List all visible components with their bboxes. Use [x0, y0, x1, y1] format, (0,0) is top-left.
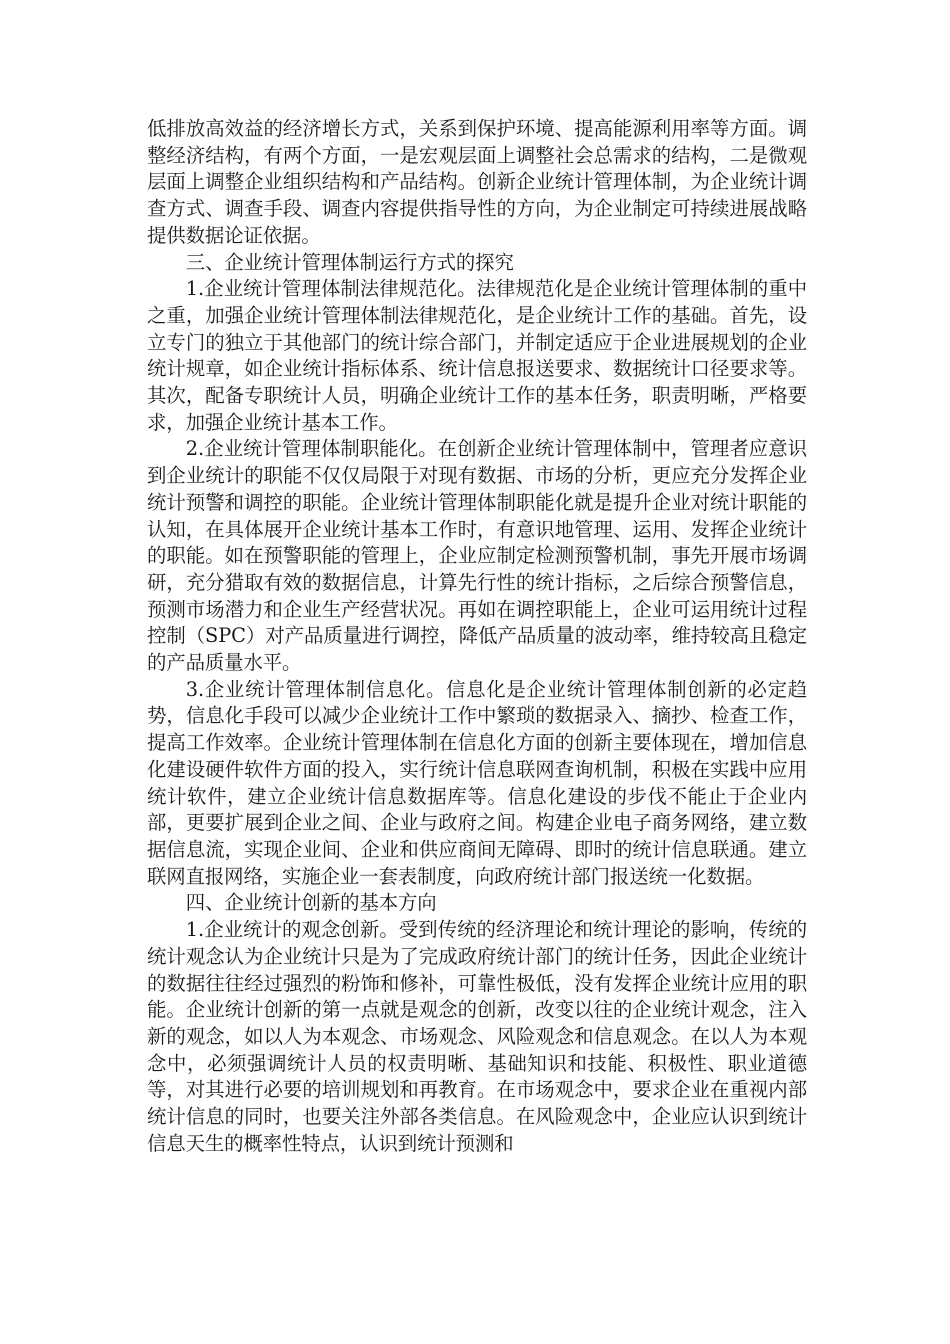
paragraph-intro: 低排放高效益的经济增长方式，关系到保护环境、提高能源利用率等方面。调整经济结构，有两个方面，一是宏观层面上调整社会总需求的结构，二是微观层面上调整企业组织结构和产品结构。创新企业统计管理体制，为企业统计调查方式、调查手段、调查内容提供指导性的方向，为企业制定可持续进展战略提供数据论证依据。: [147, 117, 807, 247]
document-page: [147, 116, 807, 1157]
section-heading-4: 四、企业统计创新的基本方向: [185, 891, 437, 915]
paragraph-legal-standardization: 1.企业统计管理体制法律规范化。法律规范化是企业统计管理体制的重中之重，加强企业统计管理体制法律规范化，是企业统计工作的基础。首先，设立专门的独立于其他部门的统计综合部门，并制定适应于企业进展规划的企业统计规章，如企业统计指标体系、统计信息报送要求、数据统计口径要求等。其次，配备专职统计人员，明确企业统计工作的基本任务，职责明晰，严格要求，加强企业统计基本工作。: [147, 277, 807, 434]
section-heading-3: 三、企业统计管理体制运行方式的探究: [185, 250, 514, 274]
paragraph-concept-innovation: 1.企业统计的观念创新。受到传统的经济理论和统计理论的影响，传统的统计观念认为企业统计只是为了完成政府统计部门的统计任务，因此企业统计的数据往往经过强烈的粉饰和修补，可靠性极低，没有发挥企业统计应用的职能。企业统计创新的第一点就是观念的创新，改变以往的企业统计观念，注入新的观念，如以人为本观念、市场观念、风险观念和信息观念。在以人为本观念中，必须强调统计人员的权责明晰、基础知识和技能、积极性、职业道德等，对其进行必要的培训规划和再教育。在市场观念中，要求企业在重视内部统计信息的同时，也要关注外部各类信息。在风险观念中，企业应认识到统计信息天生的概率性特点，认识到统计预测和: [147, 918, 807, 1155]
paragraph-informatization: 3.企业统计管理体制信息化。信息化是企业统计管理体制创新的必定趋势，信息化手段可以减少企业统计工作中繁琐的数据录入、摘抄、检查工作，提高工作效率。企业统计管理体制在信息化方面的创新主要体现在，增加信息化建设硬件软件方面的投入，实行统计信息联网查询机制，积极在实践中应用统计软件，建立企业统计信息数据库等。信息化建设的步伐不能止于企业内部，更要扩展到企业之间、企业与政府之间。构建企业电子商务网络，建立数据信息流，实现企业间、企业和供应商间无障碍、即时的统计信息联通。建立联网直报网络，实施企业一套表制度，向政府统计部门报送统一化数据。: [147, 677, 807, 888]
paragraph-functionalization: 2.企业统计管理体制职能化。在创新企业统计管理体制中，管理者应意识到企业统计的职能不仅仅局限于对现有数据、市场的分析，更应充分发挥企业统计预警和调控的职能。企业统计管理体制职能化就是提升企业对统计职能的认知，在具体展开企业统计基本工作时，有意识地管理、运用、发挥企业统计的职能。如在预警职能的管理上，企业应制定检测预警机制，事先开展市场调研，充分猎取有效的数据信息，计算先行性的统计指标，之后综合预警信息，预测市场潜力和企业生产经营状况。再如在调控职能上，企业可运用统计过程控制（SPC）对产品质量进行调控，降低产品质量的波动率，维持较高且稳定的产品质量水平。: [147, 437, 807, 675]
